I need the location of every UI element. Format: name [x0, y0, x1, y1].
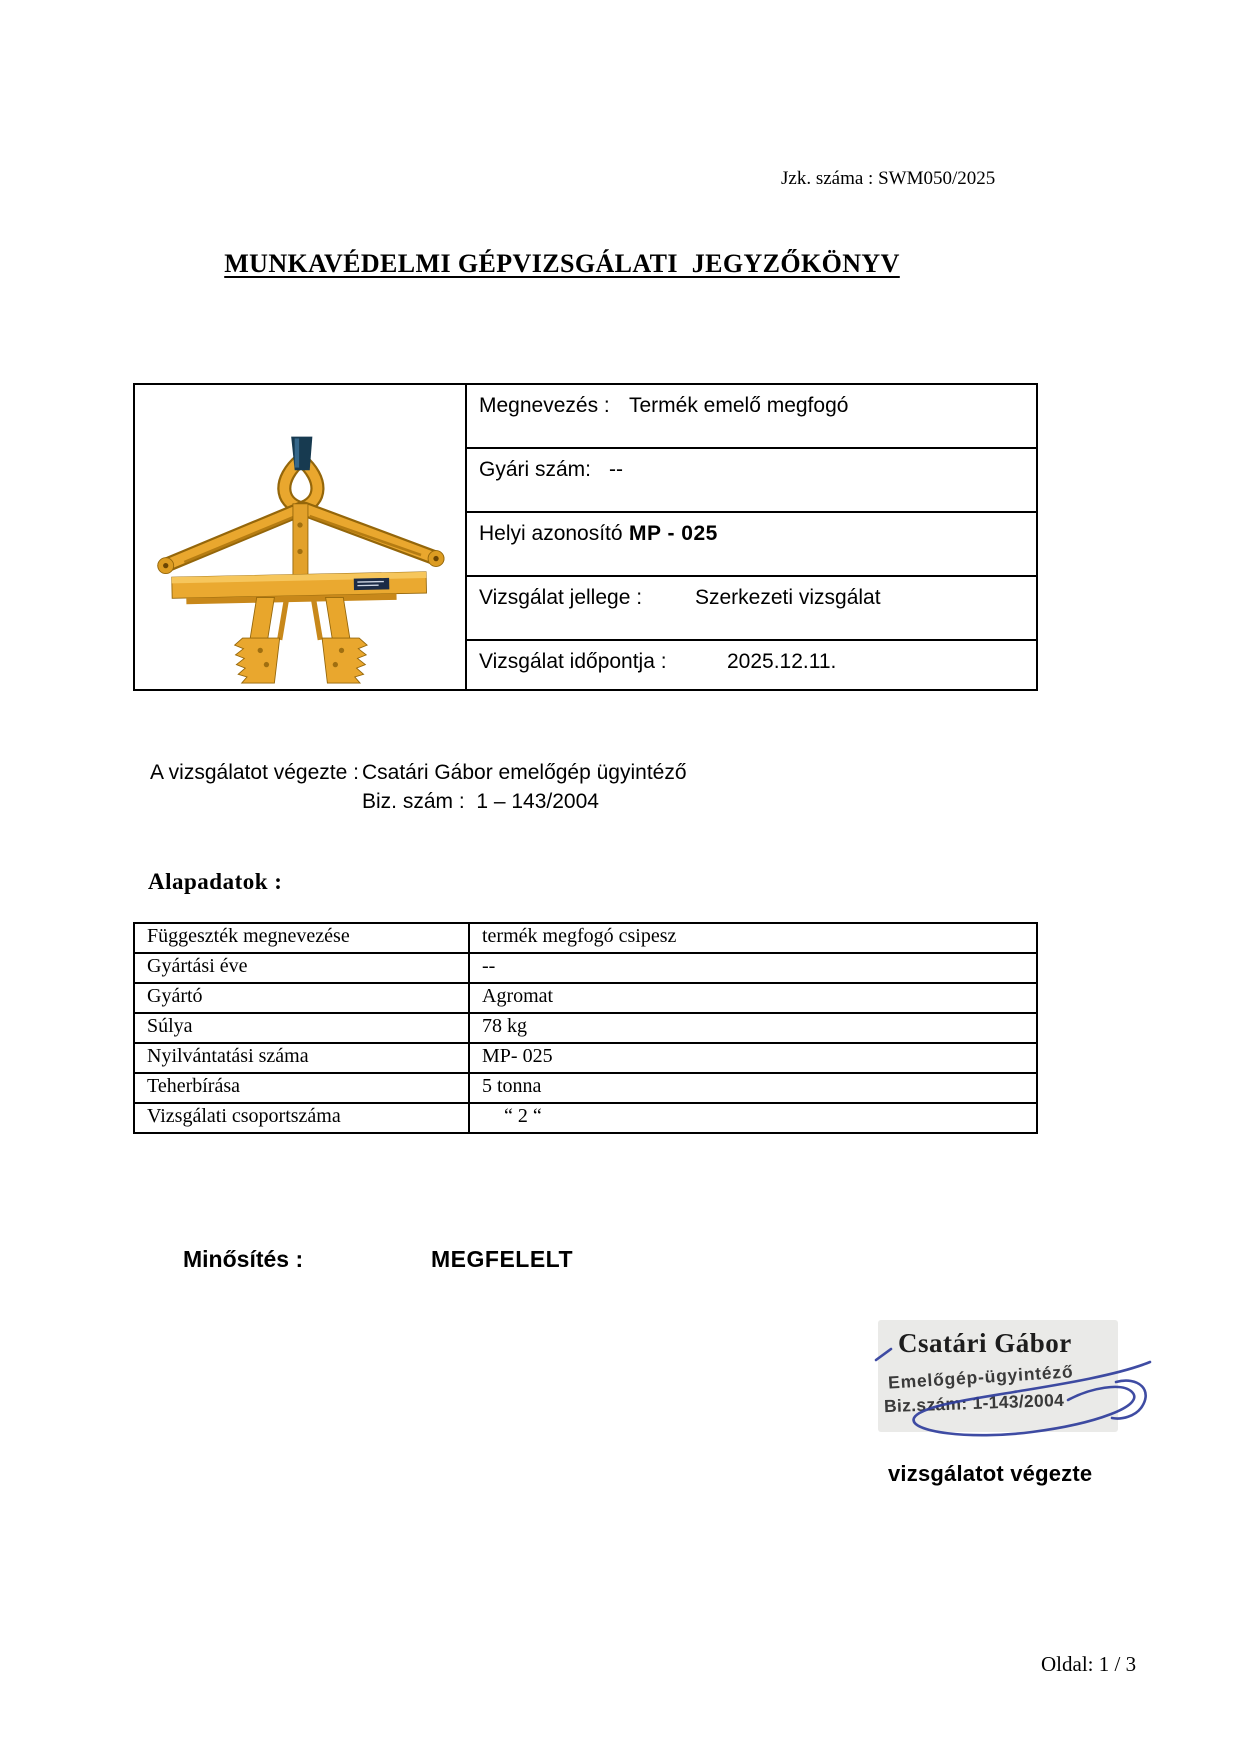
inspector-license: Biz. szám : 1 – 143/2004	[362, 790, 599, 813]
row-value: Szerkezeti vizsgálat	[695, 586, 881, 609]
inspector-stamp	[878, 1320, 1118, 1432]
stamp-license: Biz.szám: 1-143/2004	[883, 1389, 1065, 1417]
cell-value: “ 2 “	[504, 1105, 542, 1127]
cell-value: Agromat	[482, 985, 554, 1007]
machine-table-row	[467, 385, 1036, 449]
row-value: 2025.12.11.	[727, 650, 837, 673]
table-row	[135, 1014, 1036, 1044]
qualification-label: Minősítés :	[183, 1246, 304, 1272]
table-row	[135, 1104, 1036, 1132]
cell-label: Gyártási éve	[135, 954, 470, 982]
qualification-value: MEGFELELT	[431, 1246, 574, 1272]
machine-table-row	[467, 641, 1036, 689]
row-value: MP - 025	[629, 522, 718, 545]
stamp-name: Csatári Gábor	[898, 1328, 1072, 1358]
signature-scribble	[854, 1324, 1164, 1464]
inspector-block	[150, 761, 870, 825]
cell-label: Súlya	[135, 1014, 470, 1042]
row-label: Vizsgálat jellege :	[479, 586, 643, 609]
cell-value: --	[482, 955, 496, 977]
row-label: Gyári szám:	[479, 458, 592, 481]
table-row	[135, 984, 1036, 1014]
doc-number: Jzk. száma : SWM050/2025	[781, 168, 996, 189]
cell-value: 5 tonna	[482, 1075, 542, 1097]
page-number: Oldal: 1 / 3	[1041, 1652, 1137, 1676]
inspector-label: A vizsgálatot végezte :	[150, 761, 359, 784]
row-label: Megnevezés :	[479, 394, 610, 417]
cell-label: Teherbírása	[135, 1074, 470, 1102]
stamp-role: Emelőgép-ügyintéző	[887, 1361, 1074, 1393]
table-row	[135, 924, 1036, 954]
inspector-name: Csatári Gábor emelőgép ügyintéző	[362, 761, 687, 784]
base-data-table	[133, 922, 1038, 1134]
cell-label: Nyilvántatási száma	[135, 1044, 470, 1072]
machine-table-row	[467, 577, 1036, 641]
row-value: --	[609, 458, 623, 481]
table-row	[135, 1044, 1036, 1074]
signature-caption: vizsgálatot végezte	[888, 1461, 1093, 1486]
beam-label	[354, 578, 390, 590]
table-row	[135, 1074, 1036, 1104]
table-row	[135, 954, 1036, 984]
qualification-row	[183, 1246, 803, 1276]
cell-label: Vizsgálati csoportszáma	[135, 1104, 470, 1132]
machine-table-row	[467, 449, 1036, 513]
cell-value: 78 kg	[482, 1015, 527, 1037]
cell-label: Gyártó	[135, 984, 470, 1012]
machine-table-row	[467, 513, 1036, 577]
base-data-heading: Alapadatok :	[148, 869, 283, 894]
lifting-clamp-image	[154, 419, 446, 684]
cell-value: termék megfogó csipesz	[482, 925, 677, 947]
row-value: Termék emelő megfogó	[629, 394, 849, 417]
machine-info-cell	[467, 385, 1036, 689]
row-label: Helyi azonosító :	[479, 522, 635, 545]
machine-table	[133, 383, 1038, 691]
cell-label: Függeszték megnevezése	[135, 924, 470, 952]
row-label: Vizsgálat időpontja :	[479, 650, 667, 673]
cell-value: MP- 025	[482, 1045, 553, 1067]
machine-photo-cell	[135, 385, 467, 689]
page-title: MUNKAVÉDELMI GÉPVIZSGÁLATI JEGYZŐKÖNYV	[224, 249, 900, 278]
